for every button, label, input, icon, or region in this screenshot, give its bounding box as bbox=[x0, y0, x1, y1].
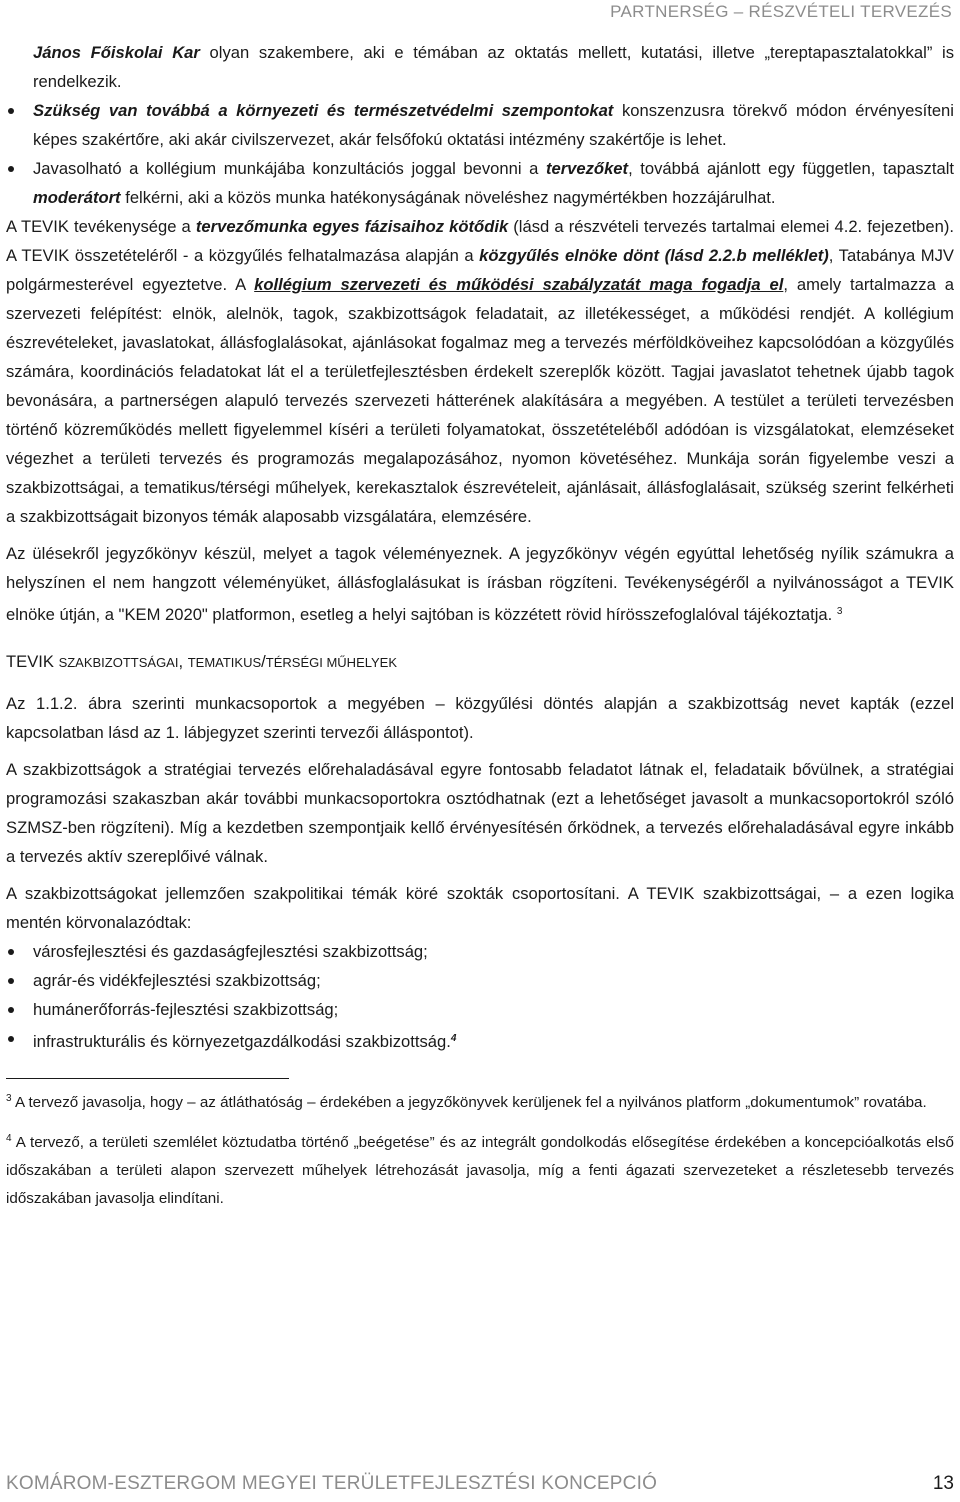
footnote-4 bbox=[6, 1125, 954, 1213]
footnote-ref[interactable]: 3 bbox=[836, 606, 843, 617]
paragraph-tevik-activity bbox=[6, 212, 954, 531]
item-text: Javasolható a kollégium munkájába konzultációs joggal bevonni a bbox=[33, 159, 546, 178]
footnote-text: A tervező javasolja, hogy – az átláthatóság – érdekében a jegyzőkönyvek kerüljenek fel a nyilvános platform „dokumentumok” rovatába. bbox=[11, 1094, 927, 1111]
bold-phrase: Szükség van továbbá a környezeti és természetvédelmi szempontokat bbox=[33, 101, 614, 120]
heading-part: TEVIK bbox=[6, 652, 59, 671]
footnote-separator bbox=[6, 1078, 289, 1079]
list-item-continued bbox=[6, 38, 954, 96]
paragraph-committees-tasks: A szakbizottságok a stratégiai tervezés előrehaladásával egyre fontosabb feladatot látnak el, feladataik bővülnek, a stratégiai programozási szakaszban akár további munkacsoportokra osztódhatnak (ezt a lehetőséget javasolt a munkacsoportokról szóló SZMSZ-ben rögzíteni). Míg a kezdetben szempontjaik kellő érvényesítésén őrködnek, a tervezés előrehaladásával egyre inkább a tervezés aktív szereplőivé válnak. bbox=[6, 760, 954, 866]
footnote-number: 3 bbox=[6, 1093, 12, 1104]
page-content bbox=[6, 38, 954, 1221]
bold-phrase: János Főiskolai Kar bbox=[33, 43, 200, 62]
text-run: (lásd a részvételi tervezés tartalmai elemei 4.2. fejezetben). A TEVIK összetételéről - a közgyűlés felhatalmazása alapján a bbox=[6, 217, 954, 265]
heading-part: TÉRSÉGI MŰHELYEK bbox=[265, 655, 398, 670]
footnote-ref[interactable]: 4 bbox=[450, 1033, 457, 1044]
list-item: városfejlesztési és gazdaságfejlesztési szakbizottság; bbox=[6, 937, 954, 966]
bold-phrase: moderátort bbox=[33, 188, 121, 207]
paragraph-working-groups: Az 1.1.2. ábra szerinti munkacsoportok a megyében – közgyűlési döntés alapján a szakbizottság nevet kapták (ezzel kapcsolatban lásd az 1. lábjegyzet szerinti tervezői álláspontot). bbox=[6, 694, 954, 742]
list-item bbox=[6, 154, 954, 212]
heading-part: / bbox=[261, 652, 266, 671]
list-item bbox=[6, 1024, 954, 1056]
item-text: felkérni, aki a közös munka hatékonyságának növeléshez nagymértékben hozzájárulhat. bbox=[120, 188, 776, 207]
bullet-list-committees bbox=[6, 937, 954, 1056]
footnote-3 bbox=[6, 1085, 954, 1117]
heading-part: , bbox=[178, 652, 188, 671]
document-page bbox=[6, 0, 954, 1502]
bold-phrase: tervezőket bbox=[545, 159, 629, 178]
list-item: humánerőforrás-fejlesztési szakbizottság; bbox=[6, 995, 954, 1024]
text-run: , amely tartalmazza a szervezeti felépítést: elnök, alelnök, tagok, szakbizottságok feladatait, az illetékességet, a működési rendjét. A kollégium észrevételeket, javaslatokat, állásfoglalásokat, ajánlásokat fogalmaz meg a tervezés mérföldköveihez kapcsolódóan a közgyűlés számára, koordinációs feladatokat lát el a területfejlesztésben érdekelt szereplők között. Tagjai javaslatot tehetnek újabb tagok bevonására, a partnerségen alapuló tervezés szervezeti hátterének alakítására a megyében. A testület a területi tervezésben történő közreműködés mellett figyelemmel kíséri a területi folyamatokat, összetételéből adódóan is vizsgálatokat, elemzéseket végezhet a területi tervezés és programozás megalapozásához, nyomon követéséhez. Munkája során figyelembe veszi a szakbizottságai, a tematikus/térségi műhelyek, kerekasztalok észrevételeit, ajánlásait, állásfoglalásait, szükség szerint felkérheti a szakbizottságait bizonyos témák alaposabb vizsgálatára, elemzésére. bbox=[6, 275, 954, 526]
text-run: A TEVIK tevékenysége a bbox=[6, 217, 196, 236]
footnote-text: A tervező, a területi szemlélet köztudatba történő „beégetése” és az integrált gondolkodás elősegítése érdekében a koncepcióalkotás első időszakában a területi alapon szervezett műhelyek létrehozását javasolja, míg a fenti ágazati szervezeteket a részletesebb tervezés időszakában javasolja elindítani. bbox=[6, 1134, 954, 1207]
bold-underlined-phrase: kollégium szervezeti és működési szabályzatát maga fogadja el bbox=[254, 275, 784, 294]
heading-part: SZAKBIZOTTSÁGAI bbox=[58, 655, 179, 670]
paragraph-committees-grouping: A szakbizottságokat jellemzően szakpolitikai témák köré szokták csoportosítani. A TEVIK szakbizottságai, – a ezen logika mentén körvonalazódtak: bbox=[6, 884, 954, 932]
page-footer bbox=[6, 1473, 954, 1502]
text-run: , Tatabánya MJV polgármesterével egyeztetve. A bbox=[6, 246, 954, 294]
running-header: PARTNERSÉG – RÉSZVÉTELI TERVEZÉS bbox=[610, 2, 952, 21]
text-run: Az ülésekről jegyzőkönyv készül, melyet a tagok véleményeznek. A jegyzőkönyv végén egyúttal lehetőség nyílik számukra a helyszínen el nem hangzott véleményüket, állásfoglalásukat is írásban rögzíteni. Tevékenységéről a nyilvánosságot a TEVIK elnöke útján, a "KEM 2020" platformon, esetleg a helyi sajtóban is közzétett rövid hírösszefoglalóval tájékoztatja. bbox=[6, 544, 954, 624]
paragraph-minutes bbox=[6, 539, 954, 629]
bold-phrase: közgyűlés elnöke dönt (lásd 2.2.b melléklet) bbox=[479, 246, 829, 265]
list-item bbox=[6, 96, 954, 154]
bold-phrase: tervezőmunka egyes fázisaihoz kötődik bbox=[195, 217, 509, 236]
footnote-number: 4 bbox=[6, 1133, 12, 1144]
page-number: 13 bbox=[932, 1473, 954, 1494]
item-text: konszenzusra törekvő módon érvényesíteni képes szakértőre, aki akár civilszervezet, akár felsőfokú oktatási intézmény szakértője is lehet. bbox=[33, 101, 954, 149]
list-item: agrár-és vidékfejlesztési szakbizottság; bbox=[6, 966, 954, 995]
section-heading bbox=[6, 647, 954, 677]
footer-title: KOMÁROM-ESZTERGOM MEGYEI TERÜLETFEJLESZTÉSI KONCEPCIÓ bbox=[6, 1473, 658, 1494]
bullet-list-experts bbox=[6, 96, 954, 212]
item-text: olyan szakembere, aki e témában az oktatás mellett, kutatási, illetve „tereptapasztalatokkal” is rendelkezik. bbox=[33, 43, 954, 91]
heading-part: TEMATIKUS bbox=[187, 655, 262, 670]
item-text: , továbbá ajánlott egy független, tapasztalt bbox=[628, 159, 954, 178]
item-text: infrastrukturális és környezetgazdálkodási szakbizottság. bbox=[33, 1032, 451, 1051]
